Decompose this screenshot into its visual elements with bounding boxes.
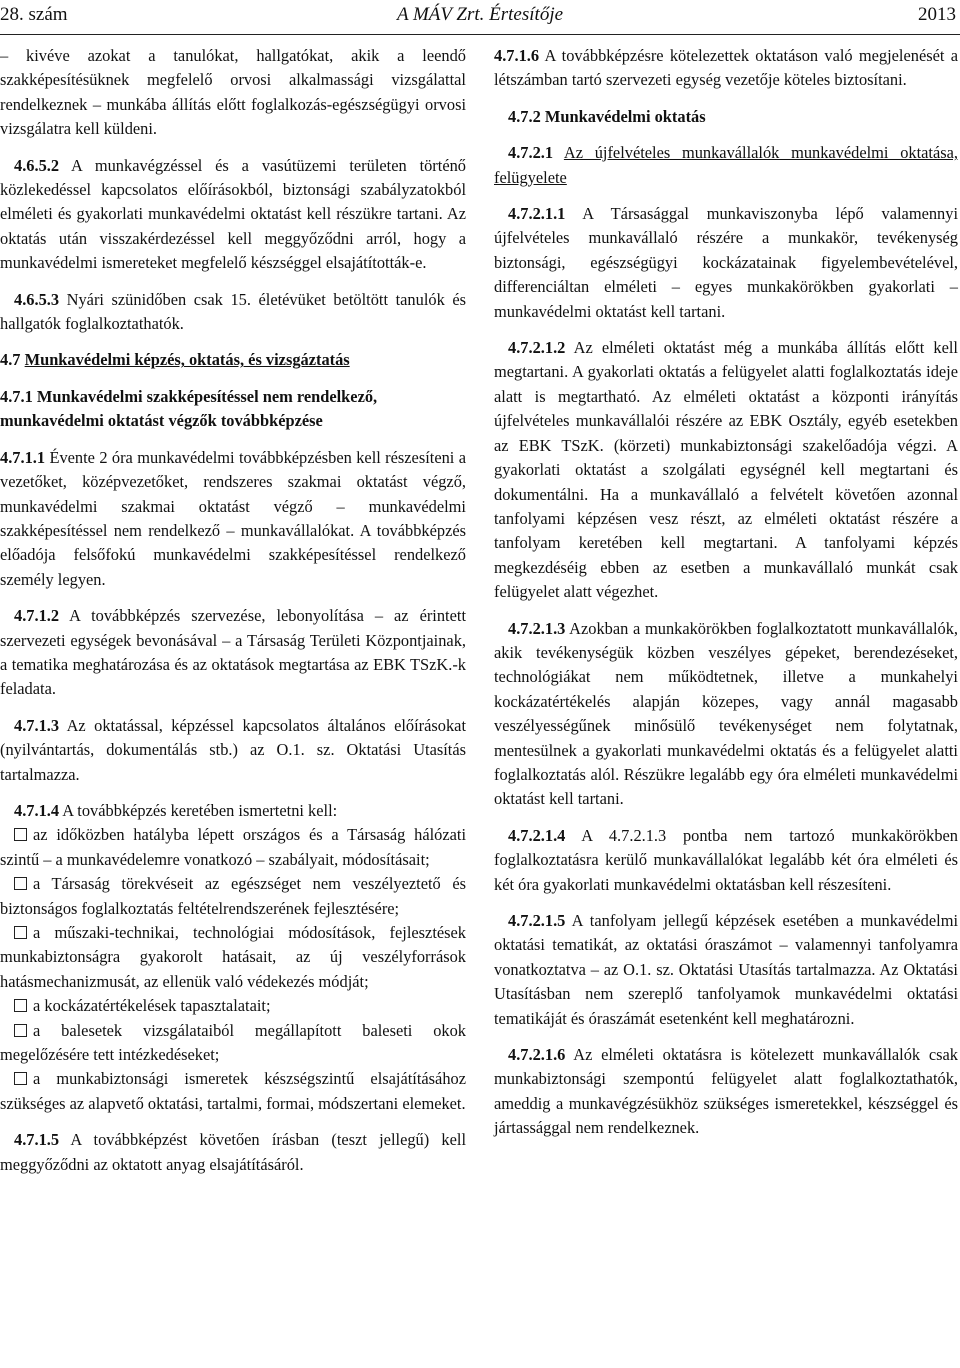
year: 2013 [918,4,956,25]
checkbox-square-icon [14,877,27,890]
section-number: 4.7.2.1.3 [508,618,566,638]
heading-4-7: 4.7 Munkavédelmi képzés, oktatás, és vizsgáztatás [0,350,350,370]
paragraph-4-6-5-3: 4.6.5.3 Nyári szünidőben csak 15. életévüket betöltött tanulók és hallgatók foglalkoztathatók. [0,289,466,334]
section-number: 4.7.2.1.5 [508,911,566,930]
section-number: 4.7.1.5 [14,1130,60,1150]
section-number: 4.7.1.2 [14,606,60,626]
page-header [0,0,960,40]
paragraph-4-7-2-1-1: 4.7.2.1.1 A Társasággal munkaviszonyba lépő valamennyi újfelvételes munkavállaló részére a munkakör, tevékenység biztonsági, egészségügyi kockázatainak figyelembevételével, differenciáltan elméleti – egyes munkakörökben gyakorlati – munkavédelmi oktatást kell tartani. [494,204,958,321]
list-item: a kockázatértékelések tapasztalatait; [0,994,466,1018]
paragraph-4-7-1-2: 4.7.1.2 A továbbképzés szervezése, lebonyolítása – az érintett szervezeti egységek bevonásával – a Társaság Területi Központjainak, a tematika meghatározása és az oktatások megtartása az EBK TSzK.-k feladata. [0,606,466,699]
checkbox-square-icon [14,926,27,939]
list-item: a munkabiztonsági ismeretek készségszintű elsajátításához szükséges az alapvető oktatási, tartalmi, formai, módszertani elemeket. [0,1069,466,1113]
paragraph-4-7-2-1-4: 4.7.2.1.4 A 4.7.2.1.3 pontba nem tartozó munkakörökben foglalkoztatásra kerülő munkavállalókat legalább két óra elméleti és két óra gyakorlati munkavédelmi oktatásban kell részesíteni. [494,825,958,894]
section-number: 4.7.1.3 [14,715,60,735]
section-number: 4.7.2.1.4 [508,825,566,845]
heading-4-7-2-1: 4.7.2.1 Az újfelvételes munkavállalók munkavédelmi oktatása, felügyelete [494,143,958,187]
heading-4-7-1: 4.7.1 Munkavédelmi szakképesítéssel nem rendelkező, munkavédelmi oktatást végzők továbbképzése [0,386,378,431]
paragraph-4-7-1-6: 4.7.1.6 A továbbképzésre kötelezettek oktatáson való megjelenését a létszámban tartó szervezeti egység vezetője köteles biztosítani. [494,46,958,90]
publication-title: A MÁV Zrt. Értesítője [396,4,564,25]
paragraph: – kivéve azokat a tanulókat, hallgatókat, akik a leendő szakképesítésüknek megfelelő orvosi alkalmassági vizsgálattal rendelkeznek – munkába állítás előtt foglalkozás-egészségügyi orvosi vizsgálatra kell küldeni. [0,46,466,139]
paragraph-4-7-1-1: 4.7.1.1 Évente 2 óra munkavédelmi továbbképzésben kell részesíteni a vezetőket, középvezetőket, rendszeres szakmai oktatást végző, munkavédelmi szakmai oktatást végző – munkavédelmi szakképesítéssel nem rendelkező – munkavállalókat. A továbbképzés előadója felsőfokú munkavédelmi szakképesítéssel rendelkező személy legyen. [0,447,466,589]
paragraph-4-7-2-1-5: 4.7.2.1.5 A tanfolyam jellegű képzések esetében a munkavédelmi oktatási tematikát, az oktatási óraszámot – valamennyi tanfolyamra vonatkoztatva – az O.1. sz. Oktatási Utasítás tartalmazza. Az Oktatási Utasításban nem szereplő tanfolyamok munkavédelmi oktatási tematikáját és óraszámát esetenként kell meghatározni. [494,911,958,1028]
right-column [494,44,958,1153]
issue-number: 28. szám [0,4,68,25]
paragraph-4-7-2-1-6: 4.7.2.1.6 Az elméleti oktatásra is kötelezett munkavállalók csak munkabiztonsági szempontú felügyelet alatt foglalkoztathatók, ameddig a munkavégzésükhöz szükséges ismeretekkel, készséggel és jártassággal nem rendelkeznek. [494,1045,958,1138]
section-number: 4.7.1.4 [14,800,60,820]
paragraph-4-7-2-1-2: 4.7.2.1.2 Az elméleti oktatást még a munkába állítás előtt kell megtartani. A gyakorlati oktatás a felügyelet alatti foglalkoztatás ideje alatt is megtartható. Az elméleti oktatást a központi irányítás újfelvételes munkavállalói részére az EBK Osztály, egyéb esetekben az EBK TSzK. (körzeti) munkabiztonsági szakelőadója végzi. A gyakorlati oktatást a szolgálati egységnél kell megtartani és dokumentálni. Ha a munkavállaló a felvételt követően azonnal tanfolyami képzésen vesz részt, az elméleti oktatást részére a tanfolyam keretében kell megtartani. A tanfolyami képzés megkezdéséig ebben az esetben a munkavállaló munkát csak felügyelet alatt végezhet. [494,338,958,602]
paragraph-4-7-2-1-3: 4.7.2.1.3 Azokban a munkakörökben foglalkoztatott munkavállalók, akik tevékenységük közben veszélyes gépeket, berendezéseket, technológiákat nem működtetnek, illetve a munkahelyi kockázatértékelés alapján közepes, vagy annál magasabb veszélyességűnek minősülő tevékenységet nem folytatnak, mentesülnek a gyakorlati munkavédelmi oktatás és a felügyelet alatti foglalkoztatás alól. Részükre legalább egy óra elméleti munkavédelmi oktatást kell tartani. [494,618,958,809]
checkbox-square-icon [14,999,27,1012]
section-number: 4.7.2.1.2 [508,338,566,358]
section-number: 4.7.1.6 [494,46,540,65]
section-number: 4.6.5.2 [14,155,60,175]
section-number: 4.7.2.1.1 [508,204,566,224]
left-column [0,44,466,1189]
section-number: 4.7.1.1 [0,447,46,467]
heading-4-7-2: 4.7.2 Munkavédelmi oktatás [508,106,706,126]
paragraph-4-6-5-2: 4.6.5.2 A munkavégzéssel és a vasútüzemi területen történő közlekedéssel kapcsolatos előírásokból, biztonsági szabályzatokból elméleti és gyakorlati munkavédelmi oktatást kell részükre tartani. Az oktatás után visszakérdezéssel kell meggyőződni arról, hogy a munkavédelmi ismereteket megfelelő készséggel elsajátították-e. [0,155,466,273]
list-item: a műszaki-technikai, technológiai módosítások, fejlesztések munkabiztonságra gyakorolt hatásait, az új veszélyforrások hatásmechanizmusát, az ellenük való védekezés módját; [0,923,466,991]
checkbox-square-icon [14,1072,27,1085]
checkbox-square-icon [14,828,27,841]
list-item: a Társaság törekvéseit az egészséget nem veszélyeztető és biztonságos foglalkoztatás feltételrendszerének fejlesztésére; [0,874,466,918]
checkbox-square-icon [14,1024,27,1037]
paragraph-4-7-1-3: 4.7.1.3 Az oktatással, képzéssel kapcsolatos általános előírásokat (nyilvántartás, dokumentálás stb.) az O.1. sz. Oktatási Utasítás tartalmazza. [0,715,466,784]
paragraph-4-7-1-4: 4.7.1.4 A továbbképzés keretében ismertetni kell: [14,800,338,820]
list-item: az időközben hatályba lépett országos és a Társaság hálózati szintű – a munkavédelemre vonatkozó – szabályait, módosításait; [0,825,466,869]
list-item: a balesetek vizsgálataiból megállapított baleseti okok megelőzésére tett intézkedéseket; [0,1020,466,1065]
paragraph-4-7-1-5: 4.7.1.5 A továbbképzést követően írásban (teszt jellegű) kell meggyőződni az oktatott anyag elsajátításáról. [0,1130,466,1174]
section-number: 4.7.2.1.6 [508,1045,566,1065]
section-number: 4.6.5.3 [14,289,60,309]
header-rule [0,34,960,35]
section-number: 4.7.2.1 [508,143,554,163]
